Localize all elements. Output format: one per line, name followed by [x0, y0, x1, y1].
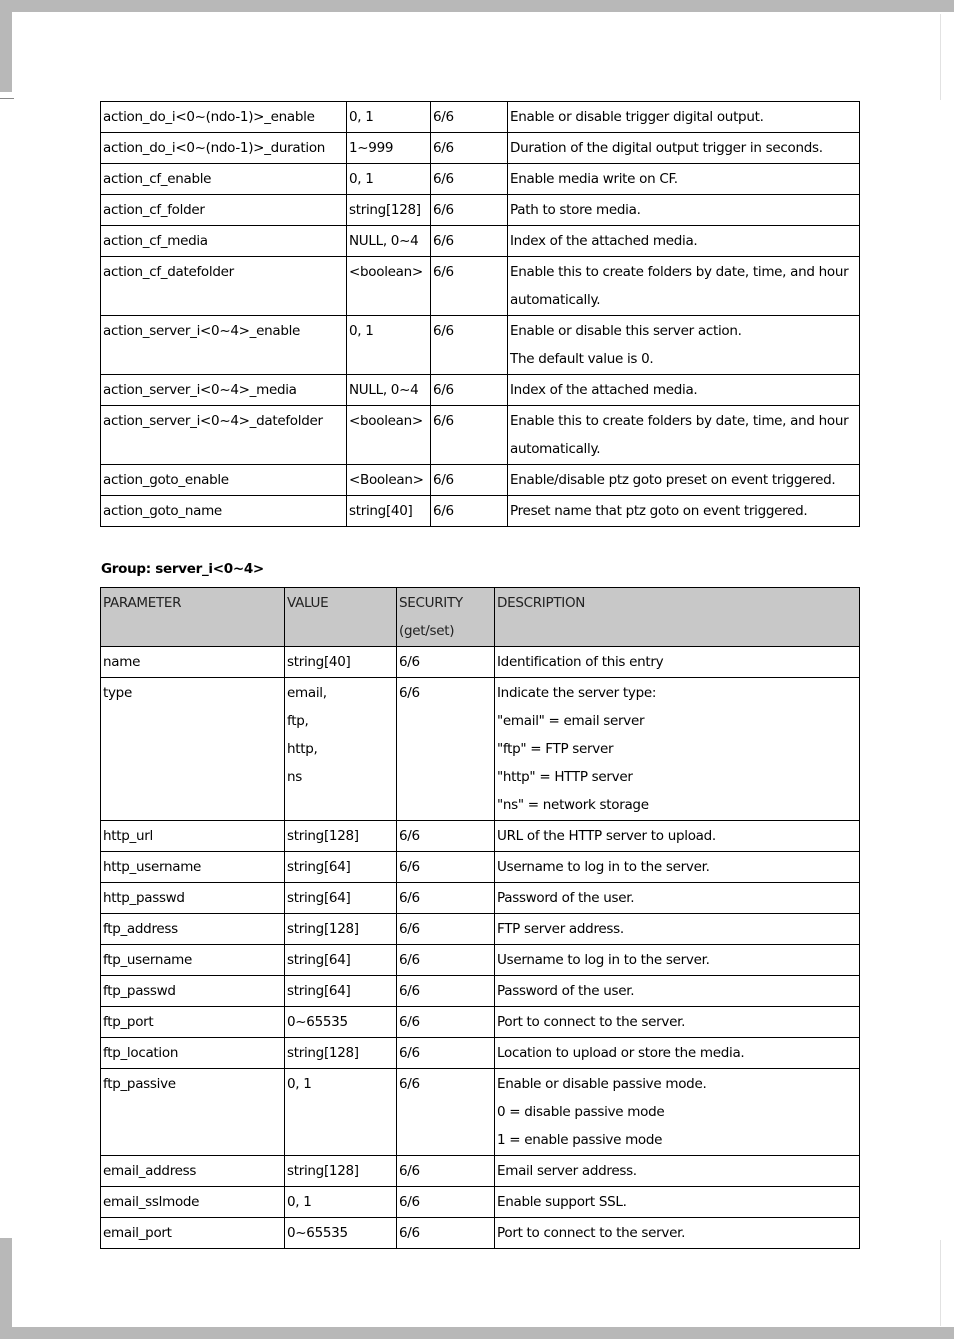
table-row	[101, 647, 860, 678]
description-line: "email" = email server	[497, 713, 645, 729]
security-cell: 6/6	[397, 1007, 495, 1038]
value-cell	[285, 1187, 397, 1218]
description-line: Path to store media.	[510, 202, 641, 218]
security-cell: 6/6	[397, 1218, 495, 1249]
value-cell	[285, 1156, 397, 1187]
security-cell: 6/6	[431, 102, 508, 133]
param-cell: email_address	[101, 1156, 285, 1187]
description-line: URL of the HTTP server to upload.	[497, 828, 716, 844]
description-cell	[508, 375, 860, 406]
value-line: 0~65535	[287, 1014, 348, 1030]
table-row	[101, 914, 860, 945]
value-line: string[128]	[349, 202, 421, 218]
value-cell	[285, 976, 397, 1007]
description-line: Enable this to create folders by date, time, and hour automatically.	[510, 413, 849, 457]
description-line: Enable or disable trigger digital output.	[510, 109, 764, 125]
value-line: string[40]	[287, 654, 351, 670]
description-line: Password of the user.	[497, 890, 635, 906]
header-security-subline: (get/set)	[399, 623, 455, 639]
description-cell	[495, 976, 860, 1007]
value-line: 0, 1	[287, 1076, 312, 1092]
table-row	[101, 226, 860, 257]
table-row	[101, 1218, 860, 1249]
value-cell	[347, 133, 431, 164]
header-description: DESCRIPTION	[495, 588, 860, 647]
description-cell	[508, 465, 860, 496]
value-cell	[285, 914, 397, 945]
security-cell: 6/6	[397, 945, 495, 976]
value-cell	[285, 647, 397, 678]
param-cell: http_passwd	[101, 883, 285, 914]
security-cell: 6/6	[397, 678, 495, 821]
value-line: string[64]	[287, 890, 351, 906]
description-line: Port to connect to the server.	[497, 1014, 686, 1030]
table-row	[101, 164, 860, 195]
table-row	[101, 465, 860, 496]
action-parameters-table-body	[101, 102, 860, 527]
value-line: ns	[287, 769, 302, 785]
security-cell: 6/6	[397, 1038, 495, 1069]
value-line: string[64]	[287, 859, 351, 875]
table-row	[101, 883, 860, 914]
description-line: Email server address.	[497, 1163, 637, 1179]
description-cell	[508, 496, 860, 527]
description-cell	[495, 1156, 860, 1187]
description-line: Index of the attached media.	[510, 233, 698, 249]
description-cell	[495, 883, 860, 914]
description-cell	[495, 678, 860, 821]
description-line: Enable this to create folders by date, time, and hour automatically.	[510, 264, 849, 308]
security-cell: 6/6	[397, 976, 495, 1007]
security-cell: 6/6	[431, 226, 508, 257]
value-line: <Boolean>	[349, 472, 424, 488]
value-line: string[128]	[287, 828, 359, 844]
description-cell	[495, 1187, 860, 1218]
description-cell	[508, 316, 860, 375]
description-cell	[495, 1038, 860, 1069]
value-line: http,	[287, 741, 318, 757]
param-cell: http_username	[101, 852, 285, 883]
value-cell	[285, 852, 397, 883]
description-line: Indicate the server type:	[497, 685, 657, 701]
description-cell	[495, 647, 860, 678]
description-cell	[495, 852, 860, 883]
value-cell	[347, 102, 431, 133]
value-line: ftp,	[287, 713, 309, 729]
table-row	[101, 976, 860, 1007]
description-line: 1 = enable passive mode	[497, 1132, 663, 1148]
security-cell: 6/6	[431, 133, 508, 164]
description-line: 0 = disable passive mode	[497, 1104, 665, 1120]
table-row	[101, 1007, 860, 1038]
description-line: Index of the attached media.	[510, 382, 698, 398]
description-cell	[495, 1007, 860, 1038]
value-line: string[64]	[287, 952, 351, 968]
table-row	[101, 133, 860, 164]
value-line: 0~65535	[287, 1225, 348, 1241]
param-cell: action_do_i<0~(ndo-1)>_enable	[101, 102, 347, 133]
param-cell: action_server_i<0~4>_media	[101, 375, 347, 406]
action-parameters-table	[100, 101, 860, 527]
page-frame-left-top	[0, 0, 12, 92]
value-cell	[285, 1007, 397, 1038]
description-line: "http" = HTTP server	[497, 769, 633, 785]
param-cell: email_sslmode	[101, 1187, 285, 1218]
header-parameter: PARAMETER	[101, 588, 285, 647]
value-line: string[64]	[287, 983, 351, 999]
header-security-line: SECURITY	[399, 595, 463, 611]
security-cell: 6/6	[397, 1069, 495, 1156]
description-line: Enable or disable this server action.	[510, 323, 742, 339]
param-cell: type	[101, 678, 285, 821]
value-line: string[128]	[287, 1045, 359, 1061]
security-cell: 6/6	[397, 914, 495, 945]
param-cell: action_goto_enable	[101, 465, 347, 496]
value-cell	[285, 1038, 397, 1069]
security-cell: 6/6	[397, 852, 495, 883]
param-cell: email_port	[101, 1218, 285, 1249]
value-cell	[347, 257, 431, 316]
description-cell	[495, 914, 860, 945]
table-row	[101, 1156, 860, 1187]
description-line: Password of the user.	[497, 983, 635, 999]
security-cell: 6/6	[431, 316, 508, 375]
description-line: FTP server address.	[497, 921, 624, 937]
security-cell: 6/6	[397, 1187, 495, 1218]
security-cell: 6/6	[397, 647, 495, 678]
description-cell	[495, 1069, 860, 1156]
param-cell: ftp_port	[101, 1007, 285, 1038]
page-frame-left-bottom	[0, 1238, 12, 1339]
server-parameters-table	[100, 587, 860, 1249]
value-cell	[347, 195, 431, 226]
table-row	[101, 1069, 860, 1156]
table-header-row	[101, 588, 860, 647]
security-cell: 6/6	[431, 375, 508, 406]
table-row	[101, 1187, 860, 1218]
value-line: 0, 1	[349, 109, 374, 125]
security-cell: 6/6	[431, 496, 508, 527]
page-edge-line-top	[940, 14, 941, 100]
header-value: VALUE	[285, 588, 397, 647]
value-cell	[285, 1218, 397, 1249]
description-cell	[495, 1218, 860, 1249]
description-line: The default value is 0.	[510, 351, 654, 367]
security-cell: 6/6	[431, 406, 508, 465]
value-cell	[285, 883, 397, 914]
description-line: Username to log in to the server.	[497, 952, 710, 968]
value-cell	[285, 821, 397, 852]
description-cell	[508, 406, 860, 465]
security-cell: 6/6	[431, 164, 508, 195]
page-frame-top	[0, 0, 954, 12]
value-cell	[347, 375, 431, 406]
param-cell: action_do_i<0~(ndo-1)>_duration	[101, 133, 347, 164]
description-line: Enable/disable ptz goto preset on event triggered.	[510, 472, 836, 488]
value-line: email,	[287, 685, 327, 701]
value-cell	[285, 1069, 397, 1156]
description-cell	[495, 821, 860, 852]
table-row	[101, 316, 860, 375]
param-cell: ftp_passive	[101, 1069, 285, 1156]
description-line: Username to log in to the server.	[497, 859, 710, 875]
value-line: string[128]	[287, 1163, 359, 1179]
value-cell	[347, 164, 431, 195]
description-cell	[508, 195, 860, 226]
security-cell: 6/6	[397, 883, 495, 914]
value-cell	[347, 465, 431, 496]
description-line: Enable or disable passive mode.	[497, 1076, 707, 1092]
table-row	[101, 195, 860, 226]
param-cell: action_cf_media	[101, 226, 347, 257]
description-cell	[508, 257, 860, 316]
param-cell: name	[101, 647, 285, 678]
table-row	[101, 375, 860, 406]
description-cell	[495, 945, 860, 976]
description-line: Enable media write on CF.	[510, 171, 678, 187]
description-line: Identification of this entry	[497, 654, 664, 670]
group-title: Group: server_i<0~4>	[101, 561, 264, 577]
description-line: Enable support SSL.	[497, 1194, 627, 1210]
description-cell	[508, 102, 860, 133]
value-cell	[347, 496, 431, 527]
param-cell: ftp_location	[101, 1038, 285, 1069]
value-line: 0, 1	[349, 171, 374, 187]
param-cell: http_url	[101, 821, 285, 852]
security-cell: 6/6	[431, 195, 508, 226]
table-row	[101, 406, 860, 465]
param-cell: ftp_address	[101, 914, 285, 945]
value-cell	[285, 678, 397, 821]
description-line: "ns" = network storage	[497, 797, 649, 813]
value-line: string[40]	[349, 503, 413, 519]
param-cell: action_cf_enable	[101, 164, 347, 195]
value-line: 1~999	[349, 140, 394, 156]
value-line: 0, 1	[287, 1194, 312, 1210]
description-line: Preset name that ptz goto on event triggered.	[510, 503, 808, 519]
param-cell: action_cf_folder	[101, 195, 347, 226]
value-line: <boolean>	[349, 413, 423, 429]
value-cell	[347, 226, 431, 257]
description-line: "ftp" = FTP server	[497, 741, 614, 757]
description-cell	[508, 226, 860, 257]
security-cell: 6/6	[431, 465, 508, 496]
param-cell: action_server_i<0~4>_datefolder	[101, 406, 347, 465]
description-cell	[508, 133, 860, 164]
security-cell: 6/6	[397, 1156, 495, 1187]
page-frame-bottom	[0, 1327, 954, 1339]
value-line: <boolean>	[349, 264, 423, 280]
value-cell	[347, 406, 431, 465]
security-cell: 6/6	[397, 821, 495, 852]
param-cell: action_cf_datefolder	[101, 257, 347, 316]
param-cell: ftp_passwd	[101, 976, 285, 1007]
security-cell: 6/6	[431, 257, 508, 316]
value-line: string[128]	[287, 921, 359, 937]
value-cell	[285, 945, 397, 976]
value-line: NULL, 0~4	[349, 233, 419, 249]
page-margin-tick	[0, 98, 14, 99]
table-row	[101, 257, 860, 316]
description-line: Port to connect to the server.	[497, 1225, 686, 1241]
table-row	[101, 852, 860, 883]
table-row	[101, 496, 860, 527]
table-row	[101, 678, 860, 821]
table-row	[101, 945, 860, 976]
param-cell: action_server_i<0~4>_enable	[101, 316, 347, 375]
table-row	[101, 821, 860, 852]
header-security	[397, 588, 495, 647]
value-line: 0, 1	[349, 323, 374, 339]
param-cell: action_goto_name	[101, 496, 347, 527]
value-cell	[347, 316, 431, 375]
param-cell: ftp_username	[101, 945, 285, 976]
value-line: NULL, 0~4	[349, 382, 419, 398]
description-cell	[508, 164, 860, 195]
description-line: Location to upload or store the media.	[497, 1045, 745, 1061]
page-edge-line-bottom	[940, 1240, 941, 1326]
table-row	[101, 102, 860, 133]
server-parameters-table-body	[101, 647, 860, 1249]
table-row	[101, 1038, 860, 1069]
description-line: Duration of the digital output trigger in seconds.	[510, 140, 823, 156]
